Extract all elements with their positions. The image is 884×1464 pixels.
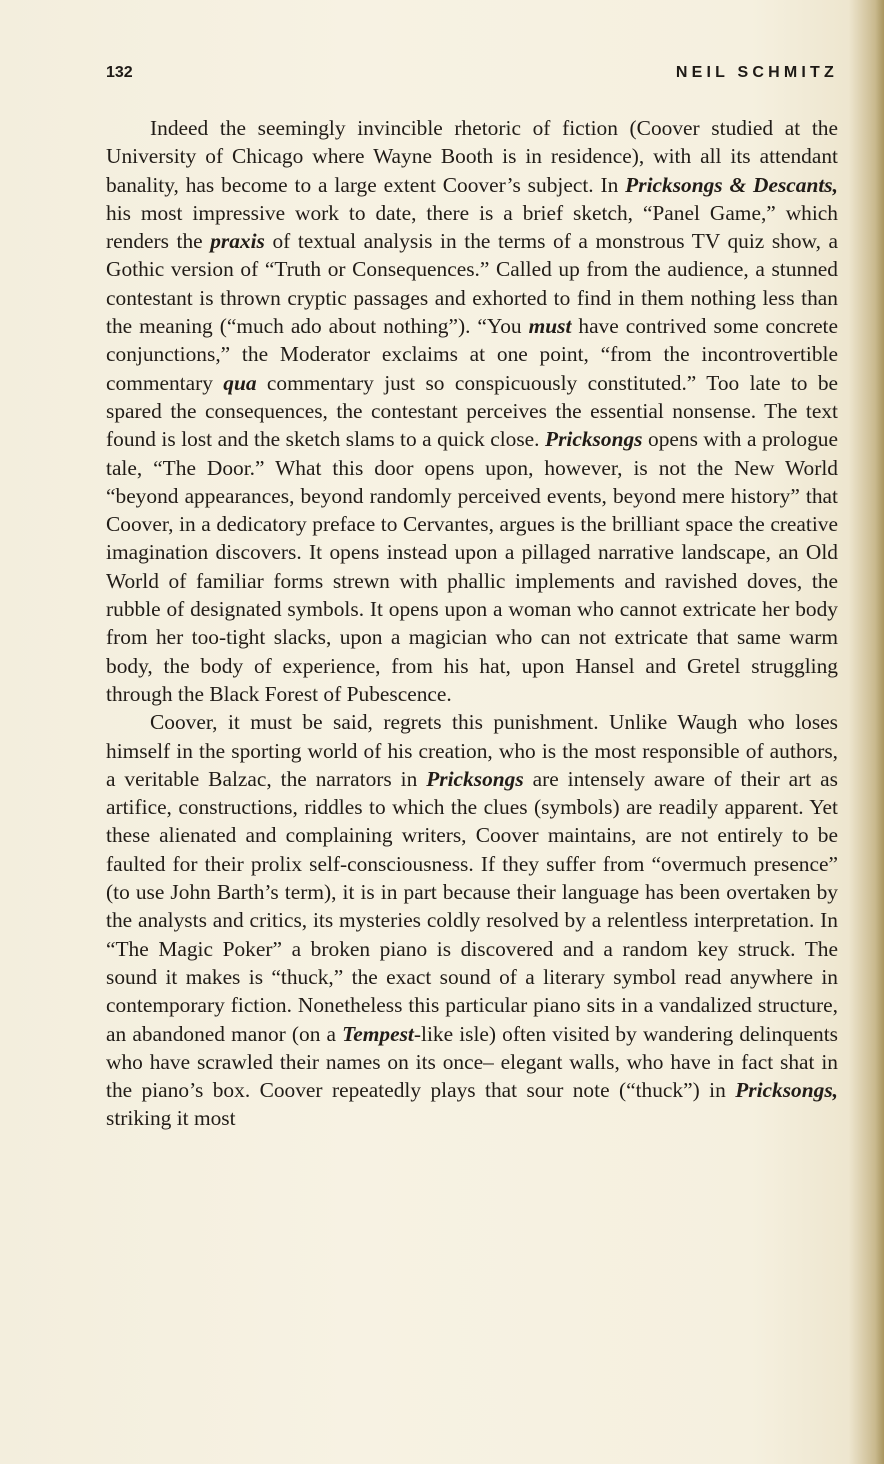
running-head bbox=[106, 64, 838, 88]
body-text bbox=[106, 114, 838, 1133]
italic-title-text: qua bbox=[223, 370, 257, 395]
text-run: his most impressive work to date, there is a brief sketch, “Panel Game,” which renders the bbox=[106, 200, 838, 254]
running-head-author: NEIL SCHMITZ bbox=[675, 64, 838, 81]
paragraph-2 bbox=[106, 708, 838, 1132]
italic-title-text: Tempest bbox=[342, 1021, 414, 1046]
text-run: striking it most bbox=[106, 1106, 236, 1131]
italic-title-text: Pricksongs bbox=[426, 766, 524, 791]
text-run: opens with a prologue tale, “The Door.” What this door opens upon, however, is not the New World “beyond appearances, beyond randomly perceived events, beyond mere history” that Coover, in a dedicatory preface to Cervantes, argues is the brilliant space the creative imagination discovers. It opens instead upon a pillaged narrative landscape, an Old World of familiar forms strewn with phallic implements and ravished doves, the rubble of designated symbols. It opens upon a woman who cannot extricate her body from her too-tight slacks, upon a magician who can not extricate that same warm body, the body of experience, from his hat, upon Hansel and Gretel struggling through the Black Forest of Pubescence. bbox=[106, 427, 839, 706]
italic-title-text: Pricksongs bbox=[545, 427, 643, 452]
italic-title-text: Pricksongs & Descants, bbox=[625, 172, 838, 197]
page-number: 132 bbox=[106, 64, 133, 81]
text-run: have contrived some concrete conjunctions,” the Moderator exclaims at one point, “from the incontrovertible commentary bbox=[106, 314, 838, 395]
text-run: of textual analysis in the terms of a monstrous TV quiz show, a Gothic version of “Truth or Consequences.” Called up from the audience, a stunned contestant is thrown cryptic passages and exhorted to find in them nothing less than the meaning (“much ado about nothing”). “You bbox=[106, 229, 838, 339]
italic-title-text: Pricksongs, bbox=[735, 1078, 838, 1103]
paragraph-1 bbox=[106, 114, 838, 708]
text-run: commentary just so conspicuously constituted.” Too late to be spared the consequences, the contestant perceives the essential nonsense. The text found is lost and the sketch slams to a quick close. bbox=[106, 370, 839, 452]
text-run: Coover, it must be said, regrets this punishment. Unlike Waugh who loses himself in the sporting world of his creation, who is the most responsible of authors, a veritable Balzac, the narrators in bbox=[106, 710, 838, 791]
text-run: Indeed the seemingly invincible rhetoric of fiction (Coover studied at the University of Chicago where Wayne Booth is in residence), with all its attendant banality, has become to a large extent Coover’s subject. In bbox=[106, 116, 838, 197]
text-run: are intensely aware of their art as artifice, constructions, riddles to which the clues (symbols) are readily apparent. Yet these alienated and complaining writers, Coover maintains, are not entirely to be faulted for their prolix self-consciousness. If they suffer from “overmuch presence” (to use John Barth’s term), it is in part because their language has been overtaken by the analysts and critics, its mysteries coldly resolved by a relentless interpretation. In “The Magic Poker” a broken piano is discovered and a random key struck. The sound it makes is “thuck,” the exact sound of a literary symbol read anywhere in contemporary fiction. Nonetheless this particular piano sits in a vandalized structure, an abandoned manor (on a bbox=[106, 766, 838, 1046]
italic-title-text: praxis bbox=[210, 229, 265, 254]
text-run: -like isle) often visited by wandering delinquents who have scrawled their names on its once– elegant walls, who have in fact shat in the piano’s box. Coover repeatedly plays that sour note (“thuck”) in bbox=[106, 1021, 838, 1103]
italic-title-text: must bbox=[528, 314, 572, 339]
